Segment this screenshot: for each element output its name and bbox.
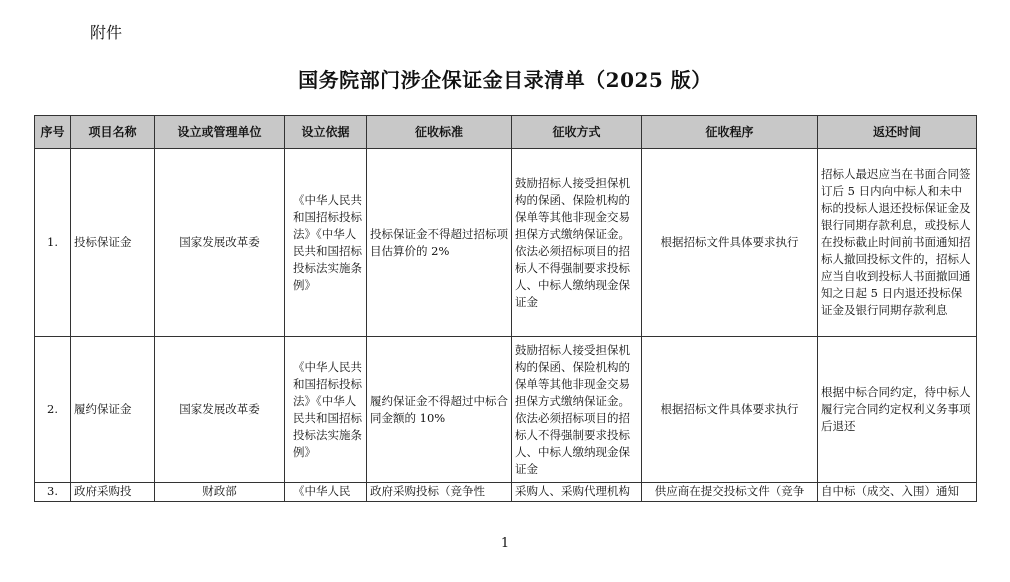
row-no: 3. [35, 483, 71, 502]
row-basis: 《中华人民 [285, 483, 367, 502]
row-refund: 招标人最迟应当在书面合同签订后 5 日内向中标人和未中标的投标人退还投标保证金及银行同期存款利息，或投标人在投标截止时间前书面通知招标人撤回投标文件的，招标人应当自收到投标人书面撤回通知之日起 5 日内退还投标保证金及银行同期存款利息 [818, 149, 977, 337]
row-method: 采购人、采购代理机构 [512, 483, 642, 502]
row-method: 鼓励招标人接受担保机构的保函、保险机构的保单等其他非现金交易担保方式缴纳保证金。依法必须招标项目的招标人不得强制要求投标人、中标人缴纳现金保证金 [512, 149, 642, 337]
row-no: 2. [35, 337, 71, 483]
row-procedure: 根据招标文件具体要求执行 [642, 149, 818, 337]
page-number: 1 [500, 536, 510, 551]
header-method: 征收方式 [512, 116, 642, 149]
row-standard: 投标保证金不得超过招标项目估算价的 2% [367, 149, 512, 337]
row-name: 履约保证金 [71, 337, 155, 483]
row-name: 政府采购投 [71, 483, 155, 502]
table-row [35, 149, 977, 337]
header-basis: 设立依据 [285, 116, 367, 149]
row-no: 1. [35, 149, 71, 337]
row-procedure: 根据招标文件具体要求执行 [642, 337, 818, 483]
attachment-label: 附件 [90, 23, 123, 42]
table-header-row [35, 116, 977, 149]
table-row [35, 337, 977, 483]
header-name: 项目名称 [71, 116, 155, 149]
table-row [35, 483, 977, 502]
header-standard: 征收标准 [367, 116, 512, 149]
header-no: 序号 [35, 116, 71, 149]
row-unit: 国家发展改革委 [155, 149, 285, 337]
row-basis: 《中华人民共和国招标投标法》《中华人民共和国招标投标法实施条例》 [285, 337, 367, 483]
row-standard: 政府采购投标（竞争性 [367, 483, 512, 502]
document-title: 国务院部门涉企保证金目录清单（2025 版） [298, 68, 712, 92]
row-unit: 国家发展改革委 [155, 337, 285, 483]
row-basis: 《中华人民共和国招标投标法》《中华人民共和国招标投标法实施条例》 [285, 149, 367, 337]
row-method: 鼓励招标人接受担保机构的保函、保险机构的保单等其他非现金交易担保方式缴纳保证金。依法必须招标项目的招标人不得强制要求投标人、中标人缴纳现金保证金 [512, 337, 642, 483]
header-refund: 返还时间 [818, 116, 977, 149]
guarantee-catalog-table [34, 115, 977, 502]
header-unit: 设立或管理单位 [155, 116, 285, 149]
row-name: 投标保证金 [71, 149, 155, 337]
row-procedure: 供应商在提交投标文件（竞争 [642, 483, 818, 502]
header-procedure: 征收程序 [642, 116, 818, 149]
row-unit: 财政部 [155, 483, 285, 502]
row-refund: 自中标（成交、入围）通知 [818, 483, 977, 502]
row-standard: 履约保证金不得超过中标合同金额的 10% [367, 337, 512, 483]
row-refund: 根据中标合同约定，待中标人履行完合同约定权利义务事项后退还 [818, 337, 977, 483]
